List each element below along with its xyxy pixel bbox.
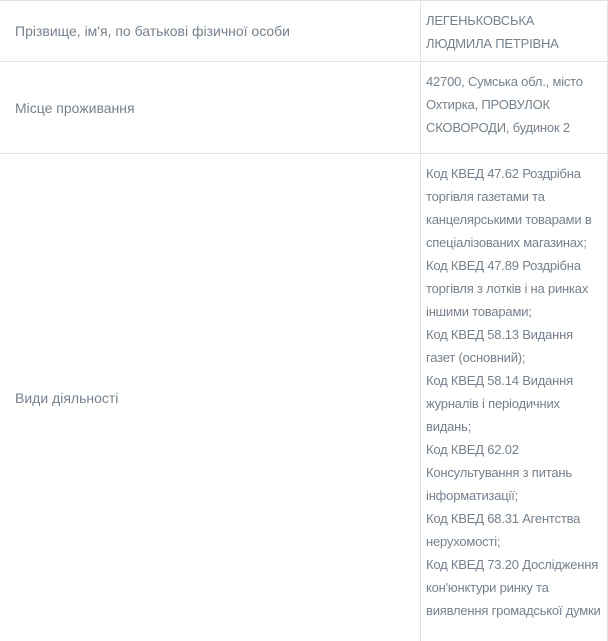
- table-row-full-name: [0, 1, 607, 62]
- activity-item: Код КВЕД 58.14 Видання журналів і періодичних видань;: [426, 373, 573, 434]
- activity-item: Код КВЕД 62.02 Консультування з питань інформатизації;: [426, 442, 572, 503]
- activity-item: Код КВЕД 47.89 Роздрібна торгівля з лотків і на ринках іншими товарами;: [426, 258, 589, 319]
- residence-value: 42700, Сумська обл., місто Охтирка, ПРОВУЛОК СКОВОРОДИ, будинок 2: [420, 62, 607, 153]
- residence-label: Місце проживання: [15, 99, 135, 116]
- full-name-value: ЛЕГЕНЬКОВСЬКА ЛЮДМИЛА ПЕТРІВНА: [420, 1, 607, 61]
- activity-item: Код КВЕД 58.13 Видання газет (основний);: [426, 327, 573, 365]
- activity-item: Код КВЕД 68.31 Агентства нерухомості;: [426, 511, 581, 549]
- full-name-label: Прізвище, ім'я, по батькові фізичної особи: [15, 23, 291, 39]
- activities-value: [420, 154, 607, 641]
- activity-item: Код КВЕД 47.62 Роздрібна торгівля газетами та канцелярськими товарами в спеціалізованих магазинах;: [426, 166, 592, 250]
- table-row-residence: [0, 62, 607, 154]
- table-row-activities: [0, 154, 607, 641]
- activities-label: Види діяльності: [15, 389, 119, 406]
- activity-item: Код КВЕД 73.20 Дослідження кон'юнктури ринку та виявлення громадської думки: [426, 557, 601, 618]
